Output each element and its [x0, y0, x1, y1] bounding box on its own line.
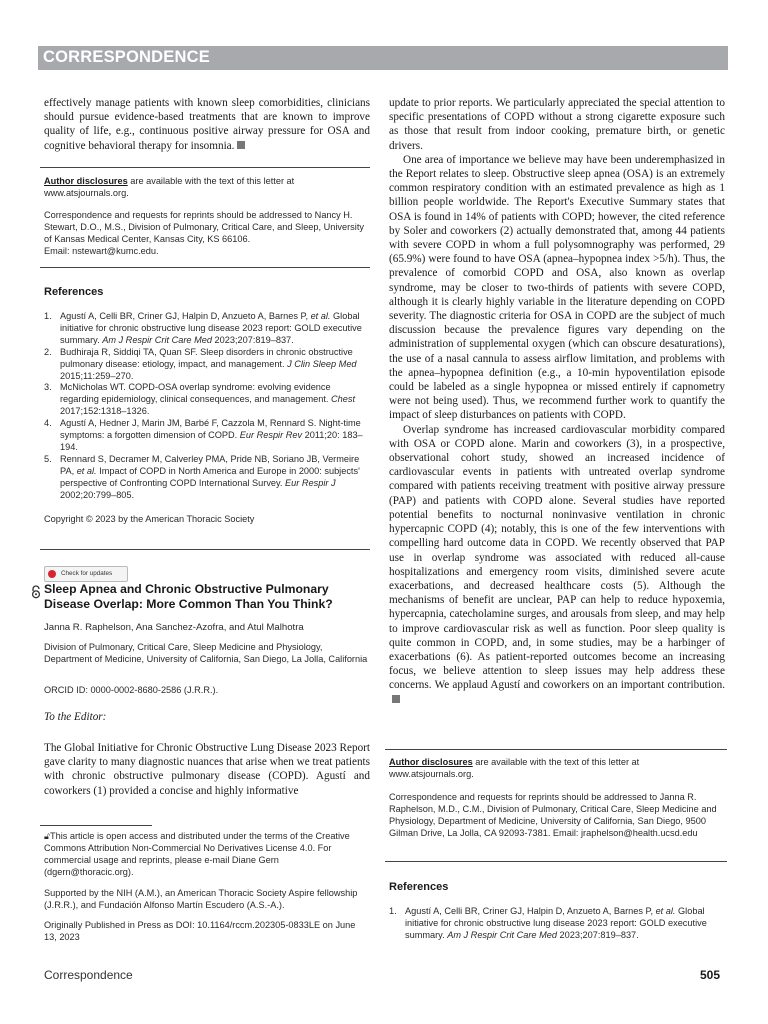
reference-journal: J Clin Sleep Med	[287, 358, 357, 369]
check-for-updates-badge[interactable]	[44, 566, 128, 582]
correspondence-email: Email: nstewart@kumc.edu.	[44, 245, 159, 256]
reference-item	[44, 311, 370, 347]
continuation-paragraph: effectively manage patients with known sleep comorbidities, clinicians should pursue evidence-based treatments that are known to improve quality of life, e.g., continuous positive airway pressure for OSA and cognitive behavioral therapy for insomnia.	[44, 97, 370, 152]
divider	[385, 861, 727, 862]
reference-item	[44, 418, 370, 454]
reference-number: 4.	[44, 418, 52, 429]
paragraph-2: One area of importance we believe may have been underemphasized in the Report relates to sleep. Obstructive sleep apnea (OSA) is an extremely common respiratory condition with an estimated prevalence as high as 1 billion people worldwide. The Report's Executive Summary states that OSA is found in 14% of patients with COPD; however, the cited reference by Soler and coworkers (2) actually demonstrated that, among 44 patients with severe COPD in whom a full polysomnography was performed, 29 (65.9%) were found to have OSA (apnea–hypopnea index >5/h). Thus, the prevalence of comorbid COPD and OSA, also known as overlap syndrome, may be closer to two-thirds of patients with severe COPD, although it is clearly highly variable in the literature depending on COPD severity. The diagnostic criteria for OSA in COPD are the subject of much discussion because the prevalence figures vary depending on the administration of supplemental oxygen (which can obscure desaturations), the use of a nasal cannula to assess airflow limitation, and problems with the apnea–hypopnea definition (e.g., a 10-min hypoventilation episode could be labeled as a single hypopnea or missed entirely if capnometry were not being used). Thus, we recommend further work to quantify the impact of sleep disturbances on patients with COPD.	[389, 153, 725, 422]
reference-authors: Agustí A, Celli BR, Criner GJ, Halpin D, Anzueto A, Barnes P,	[60, 311, 311, 321]
reference-citation: 2011;20: 183–194.	[60, 430, 363, 452]
footnote-divider	[40, 825, 152, 826]
reference-journal: Chest	[331, 394, 356, 405]
divider	[385, 749, 727, 750]
right-disclosure	[389, 757, 725, 781]
reference-authors: Agustí A, Celli BR, Criner GJ, Halpin D, Anzueto A, Barnes P,	[405, 906, 656, 916]
section-label: CORRESPONDENCE	[43, 48, 210, 66]
author-disclosures-link[interactable]: Author disclosures	[389, 757, 473, 767]
page-number: 505	[700, 968, 721, 982]
reference-number: 2.	[44, 346, 52, 357]
reference-authors: Agustí A, Hedner J, Marin JM, Barbé F, Cazzola M, Rennard S. Night-time symptoms: a forgotten dimension of COPD.	[60, 418, 361, 441]
reference-list	[389, 906, 725, 942]
reference-title: Impact of COPD in North America and Europe in 2000: subjects' perspective of Confronting COPD International Survey.	[60, 465, 360, 488]
reference-citation: 2023;207:819–837.	[556, 929, 639, 940]
reference-citation: 2017;152:1318–1326.	[60, 406, 150, 417]
left-continuation-text	[44, 96, 370, 153]
reference-citation: 2015;11:259–270.	[60, 370, 134, 381]
reference-number: 1.	[44, 311, 52, 321]
correspondence-address: Correspondence and requests for reprints should be addressed to Nancy H. Stewart, D.O., M.S., Division of Pulmonary, Critical Care, and Sleep, University of Kansas Medical Center, Kansas City, KS 66106.	[44, 210, 364, 244]
right-body	[389, 96, 725, 707]
reference-etal: et al.	[310, 311, 331, 321]
license-note	[44, 831, 370, 879]
author-affiliation: Division of Pulmonary, Critical Care, Sleep Medicine and Physiology, Department of Medicine, University of California, San Diego, La Jolla, California	[44, 642, 368, 664]
reference-number: 1.	[389, 906, 397, 916]
paragraph-1: update to prior reports. We particularly appreciated the special attention to specific presentations of COPD without a strong cigarette exposure such as those that result from indoor cooking, premature birth, or genetic drivers.	[389, 97, 725, 152]
salutation: To the Editor:	[44, 711, 107, 723]
reference-authors: Rennard S, Decramer M, Calverley PMA, Pride NB, Soriano JB, Vermeire PA,	[60, 453, 360, 476]
footer-section: Correspondence	[44, 968, 133, 982]
reference-authors: McNicholas WT. COPD-OSA overlap syndrome: evolving evidence regarding epidemiology, clinical consequences, and management.	[60, 382, 332, 405]
open-access-small-icon: 🔓︎	[44, 831, 50, 841]
open-access-icon	[30, 585, 42, 599]
end-mark-icon	[392, 695, 400, 703]
article-title: Sleep Apnea and Chronic Obstructive Pulmonary Disease Overlap: More Common Than You Think?	[44, 582, 333, 611]
license-text: This article is open access and distributed under the terms of the Creative Commons Attribution Non-Commercial No Derivatives License 4.0. For commercial usage and reprints, please e-mail Diane Gern (dgern@thoracic.org).	[44, 831, 350, 877]
left-disclosure	[44, 176, 370, 200]
reference-journal: Eur Respir Rev	[239, 430, 303, 441]
author-disclosures-link[interactable]: Author disclosures	[44, 176, 128, 186]
reference-item	[389, 906, 725, 942]
divider	[40, 549, 370, 550]
reference-authors: Budhiraja R, Siddiqi TA, Quan SF. Sleep disorders in chronic obstructive pulmonary disease: etiology, impact, and management.	[60, 346, 353, 369]
references-heading: References	[44, 286, 104, 298]
paragraph-3: Overlap syndrome has increased cardiovascular morbidity compared with OSA or COPD alone. Marin and coworkers (3), in a prospective, observational cohort study, showed an increased incidence of cardiovascular events in patients with untreated overlap syndrome compared with patients receiving treatment with positive airway pressure (PAP) and patients with COPD alone. Several studies have reported potential benefits to nocturnal noninvasive ventilation in chronic hypercapnic COPD (4); notably, this is one of the few interventions with compelling hard outcome data in COPD. We recently observed that PAP use in overlap syndrome was associated with reduced all-cause hospitalizations and emergency room visits, diminished severe acute exacerbations, and decreased healthcare costs (5). Although the mechanisms of benefit are unclear, PAP can help to reduce hypoxemia, hypercapnia, catecholamine surges, and arousals from sleep, and may help to improve cardiovascular risk as well as function. Poor sleep quality is quite common in COPD, and, in some studies, may be a harbinger of exacerbations (6). As patient-reported outcomes become an increasing focus, we believe attention to sleep issues may help address these concerns. We applaud Agustí and coworkers on an important contribution.	[389, 423, 725, 692]
disclosure-text: are available with the text of this letter at www.atsjournals.org.	[389, 757, 640, 779]
reference-journal: Eur Respir J	[285, 477, 336, 488]
reference-item	[44, 454, 370, 502]
reference-journal: Am J Respir Crit Care Med	[447, 929, 557, 940]
reference-etal: et al.	[76, 465, 97, 476]
letter-body-start: The Global Initiative for Chronic Obstructive Lung Disease 2023 Report gave clarity to many diagnostic nuances that arise when we treat patients with chronic obstructive pulmonary disease (COPD). Agustí and coworkers (1) provided a concise and highly informative	[44, 742, 370, 797]
published-note: Originally Published in Press as DOI: 10.1164/rccm.202305-0833LE on June 13, 2023	[44, 920, 356, 942]
reference-etal: et al.	[655, 906, 676, 916]
support-note: Supported by the NIH (A.M.), an American Thoracic Society Aspire fellowship (J.R.R.), and Fundación Alfonso Martín Escudero (A.S.-A.).	[44, 888, 358, 910]
article-authors: Janna R. Raphelson, Ana Sanchez-Azofra, and Atul Malhotra	[44, 622, 304, 633]
right-correspondence: Correspondence and requests for reprints should be addressed to Janna R. Raphelson, M.D., C.M., Division of Pulmonary, Critical Care, Sleep Medicine and Physiology, Department of Medicine, University of California, San Diego, 9500 Gilman Drive, La Jolla, CA 92093-7381. Email: jraphelson@health.ucsd.edu	[389, 792, 717, 838]
reference-number: 3.	[44, 382, 52, 393]
reference-citation: 2023;207:819–837.	[211, 334, 294, 345]
reference-title: Global initiative for chronic obstructive lung disease 2023 report: GOLD executive summary.	[405, 906, 707, 940]
disclosure-text: are available with the text of this letter at www.atsjournals.org.	[44, 176, 295, 198]
copyright: Copyright © 2023 by the American Thoracic Society	[44, 514, 255, 524]
orcid-id: ORCID ID: 0000-0002-8680-2586 (J.R.R.).	[44, 685, 219, 695]
left-correspondence	[44, 210, 370, 258]
reference-list	[44, 311, 370, 502]
divider	[40, 167, 370, 168]
reference-item	[44, 382, 370, 418]
divider	[40, 267, 370, 268]
reference-number: 5.	[44, 453, 52, 464]
check-updates-label: Check for updates	[61, 569, 113, 577]
end-mark-icon	[237, 141, 245, 149]
check-updates-icon	[48, 570, 56, 578]
reference-journal: Am J Respir Crit Care Med	[102, 334, 212, 345]
section-banner	[38, 46, 728, 70]
reference-citation: 2002;20:799–805.	[60, 489, 135, 500]
references-heading: References	[389, 881, 449, 893]
reference-title: Global initiative for chronic obstructive lung disease 2023 report: GOLD executive summary.	[60, 311, 362, 345]
reference-item	[44, 347, 370, 383]
